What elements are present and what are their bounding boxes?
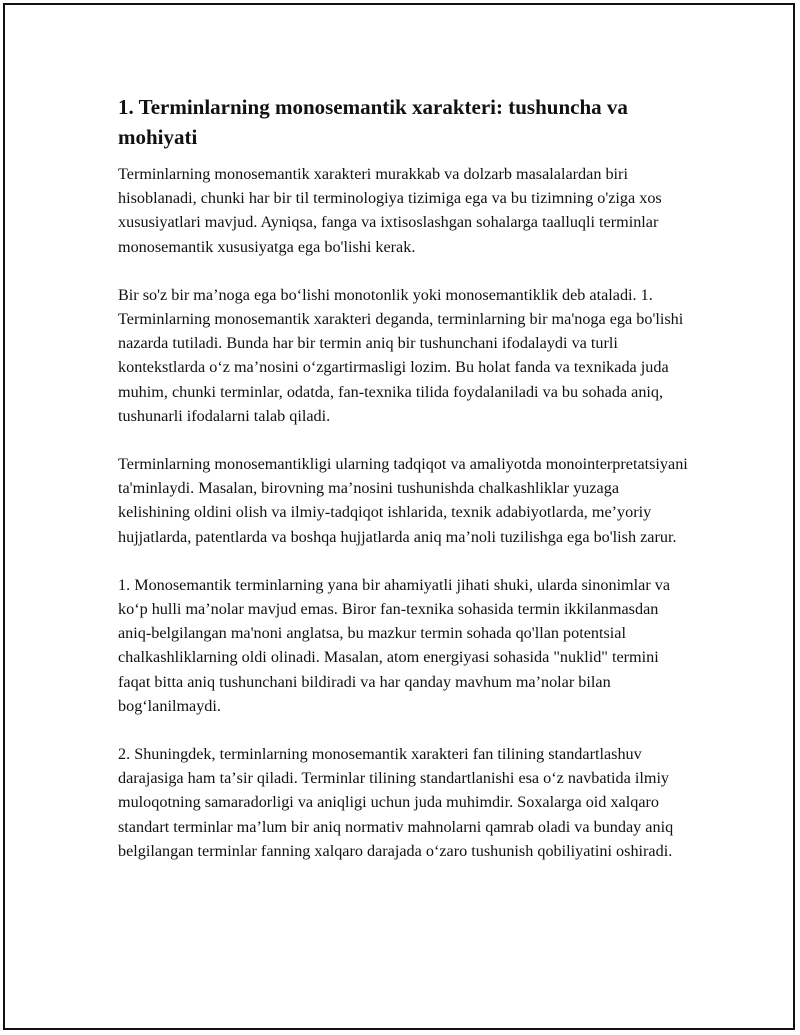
paragraph-4: 1. Monosemantik terminlarning yana bir ahamiyatli jihati shuki, ularda sinonimlar va koʻp hulli maʼnolar mavjud emas. Biror fan-texnika sohasida termin ikkilanmasdan aniq-belgilangan ma'noni anglatsa, bu mazkur termin sohada qo'llan potentsial chalkashliklarning oldi olinadi. Masalan, atom energiyasi sohasida "nuklid" termini faqat bitta aniq tushunchani bildiradi va har qanday mavhum maʼnolar bilan bogʻlanilmaydi. [118,575,671,715]
section-heading: 1. Terminlarning monosemantik xarakteri: tushuncha va mohiyati [118,95,628,149]
paragraph-1: Terminlarning monosemantik xarakteri murakkab va dolzarb masalalardan biri hisoblanadi, chunki har bir til terminologiya tizimiga ega va bu tizimning o'ziga xos xususiyatlari mavjud. Ayniqsa, fanga va ixtisoslashgan sohalarga taalluqli terminlar monosemantik xususiyatga ega bo'lishi kerak. [118,165,662,256]
paragraph-5: 2. Shuningdek, terminlarning monosemantik xarakteri fan tilining standartlashuv darajasiga ham taʼsir qiladi. Terminlar tilining standartlanishi esa oʻz navbatida ilmiy muloqotning samaradorligi va aniqligi uchun juda muhimdir. Soxalarga oid xalqaro standart terminlar maʼlum bir aniq normativ mahnolarni qamrab oladi va bunday aniq belgilangan terminlar fanning xalqaro darajada oʻzaro tushunish qobiliyatini oshiradi. [118,745,674,860]
paragraph-3: Terminlarning monosemantikligi ularning tadqiqot va amaliyotda monointerpretatsiyani ta'minlaydi. Masalan, birovning maʼnosini tushunishda chalkashliklar yuzaga kelishining oldini olish va ilmiy-tadqiqot ishlarida, texnik adabiyotlarda, meʼyoriy hujjatlarda, patentlarda va boshqa hujjatlarda aniq maʼnoli tuzilishga ega bo'lish zarur. [118,455,688,546]
document-body [118,92,688,887]
paragraph-2: Bir so'z bir maʼnoga ega boʻlishi monotonlik yoki monosemantiklik deb ataladi. 1. Terminlarning monosemantik xarakteri deganda, terminlarning bir ma'noga ega bo'lishi nazarda tutiladi. Bunda har bir termin aniq bir tushunchani ifodalaydi va turli kontekstlarda oʻz maʼnosini oʻzgartirmasligi lozim. Bu holat fanda va texnikada juda muhim, chunki terminlar, odatda, fan-texnika tilida foydalaniladi va bu sohada aniq, tushunarli ifodalarni talab qiladi. [118,285,684,425]
